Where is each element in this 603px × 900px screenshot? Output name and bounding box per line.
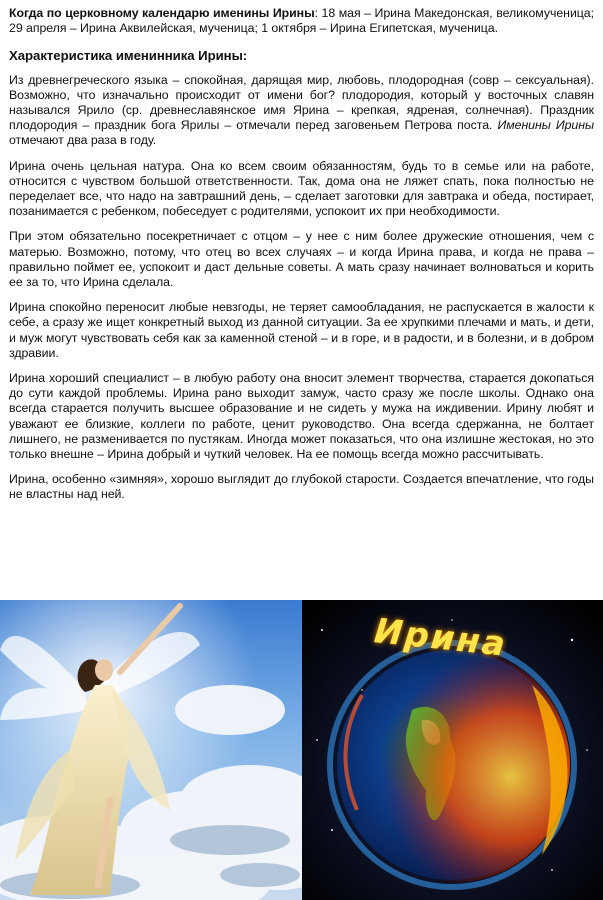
paragraph-appearance: Ирина, особенно «зимняя», хорошо выглядит до глубокой старости. Создается впечатление, что годы не властны над ней. <box>9 472 594 502</box>
angel-woman-image <box>0 600 302 900</box>
paragraph-origin-text: Из древнегреческого языка – спокойная, дарящая мир, любовь, плодородная (совр – сексуальная). Возможно, что изначально происходит от имени бог? плодородия, который у восточных славян назывался Ярило (ср. древнеславянское имя Ярина – крепкая, ядреная, солнечная). Праздник плодородия – праздник бога Ярилы – отмечали перед заговеньем Петрова поста. <box>9 72 594 133</box>
intro-paragraph <box>9 6 594 36</box>
paragraph-origin-tail: отмечают два раза в году. <box>9 133 157 148</box>
paragraph-career: Ирина хороший специалист – в любую работу она вносит элемент творчества, старается докопаться до сути каждой проблемы. Ирина рано выходит замуж, часто сразу же после школы. Однако она всегда старается получить высшее образование и не сидеть у мужа на иждивении. Ирину любят и уважают ее близкие, коллеги по работе, ценит руководство. Она всегда сдержанна, не болтает лишнего, не разменивается по пустякам. Иногда может показаться, что она излишне жестокая, но это только внешне – Ирина добрый и чуткий человек. На ее помощь всегда можно рассчитывать. <box>9 371 594 462</box>
planet-name-caption: Ирина <box>372 611 509 665</box>
paragraph-origin-italic: Именины Ирины <box>497 118 595 133</box>
paragraph-resilience: Ирина спокойно переносит любые невзгоды, не теряет самообладания, не распускается в жалости к себе, а сразу же ищет конкретный выход из данной ситуации. За ее хрупкими плечами и мать, и дети, и муж могут чувствовать себя как за каменной стеной – и в горе, и в радости, и в болезни, и в добром здравии. <box>9 300 594 360</box>
planet-name-image <box>302 600 603 900</box>
intro-dates: : 18 мая – Ирина Македонская, великомученица; 29 апреля – Ирина Аквилейская, мученица; 1 октября – Ирина Египетская, мученица. <box>9 6 594 36</box>
paragraph-origin <box>9 73 594 149</box>
section-heading: Характеристика именинника Ирины: <box>9 48 248 64</box>
paragraph-character: Ирина очень цельная натура. Она ко всем своим обязанностям, будь то в семье или на работе, относится с чувством большой ответственности. Так, дома она не ляжет спать, пока полностью не переделает все, что надо на завтрашний день, – сделает заготовки для завтрака и обеда, постирает, позанимается с ребенком, побеседует с родителями, успокоит их при необходимости. <box>9 158 594 219</box>
intro-lead: Когда по церковному календарю именины Ирины <box>9 6 315 20</box>
paragraph-family: При этом обязательно посекретничает с отцом – у нее с ним более дружеские отношения, чем с матерью. Возможно, потому, что отец во всех случаях – и когда Ирина права, и когда не права – правильно поймет ее, успокоит и даст дельные советы. А мать сразу начинает волноваться и корить ее за то, что Ирина сделала. <box>9 229 594 290</box>
illustrations <box>0 600 603 900</box>
